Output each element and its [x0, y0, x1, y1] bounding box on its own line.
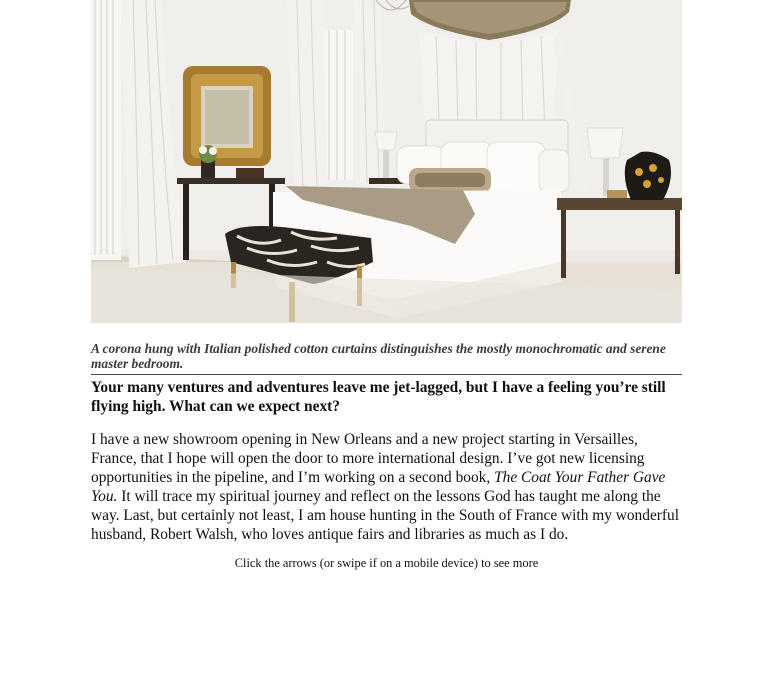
interview-answer	[91, 430, 682, 544]
answer-text-part2: It will trace my spiritual journey and reflect on the lessons God has taught me along the way. Last, but certainly not least, I am house hunting in the South of France with my wonderful husband, Robert Walsh, who loves antique fairs and libraries as much as I do.	[91, 488, 679, 543]
navigation-hint: Click the arrows (or swipe if on a mobile device) to see more	[234, 556, 539, 570]
divider	[91, 374, 682, 375]
bedroom-photo	[91, 0, 682, 323]
answer-text-part1: I have a new showroom opening in New Orleans and a new project starting in Versailles, France, that I hope will open the door to more international design. I’ve got new licensing opportunities in the pipeline, and I’m working on a second book,	[91, 431, 645, 486]
photo-caption: A corona hung with Italian polished cotton curtains distinguishes the mostly monochromatic and serene master bedroom.	[91, 341, 666, 371]
interview-question: Your many ventures and adventures leave me jet-lagged, but I have a feeling you’re still flying high. What can we expect next?	[91, 379, 666, 415]
book-title: The Coat Your Father Gave You.	[91, 469, 666, 505]
